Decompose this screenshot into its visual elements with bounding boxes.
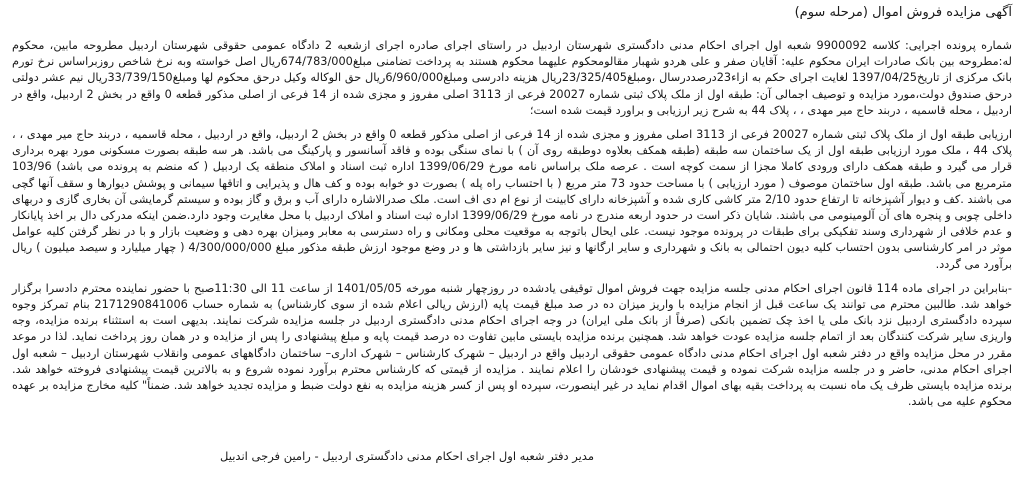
notice-title: آگهی مزایده فروش اموال (مرحله سوم) <box>794 5 1012 20</box>
property-appraisal-paragraph: ارزیابی طبقه اول از ملک پلاک ثبتی شماره 20027 فرعی از 3113 اصلی مفروز و مجزی شده از 14 فرعی از اصلی مذکور قطعه 0 واقع در بخش 2 اردبیل، واقع در اردبیل ، محله قاسمیه ، دربند حاج میر مهدی ، ، پلاک 44 ، ملک مورد ارزیابی طبقه اول از یک ساختمان سه طبقه (طبقه همکف بعلاوه دوطبقه روی آن ) با نمای سنگی بوده و فاقد آسانسور و پارکینگ می باشد. هر سه طبقه بصورت مسکونی مورد بهره برداری قرار می گیرد و طبقه همکف دارای ورودی کاملا مجزا از سمت کوچه است . عرصه ملک براساس نامه مورخ 1399/06/29 اداره ثبت اسناد و املاک منطقه یک اردبیل ( که منضم به پرونده می باشد) 103/96 مترمربع می باشد. طبقه اول ساختمان موصوف ( مورد ارزیابی ) با مساحت حدود 73 متر مربع ( با احتساب راه پله ) بصورت دو خوابه بوده و کف هال و پذیرایی و اتاقها سیمانی و پوشش دیوارها و سقف آنها گچی می باشند .کف و دیوار آشپزخانه تا ارتفاع حدود 2/10 متر کاشی کاری شده و آشپزخانه دارای کابینت از نوع ام دی اف است. ملک صدرالاشاره دارای آب و برق و گاز بوده و سیستم گرمایشی آن بخاری گازی و دربهای داخلی چوبی و پنجره های آن آلومینومی می باشند. شایان ذکر است در حدود اربعه مندرج در نامه مورخ 1399/06/29 اداره ثبت اسناد و املاک اردبیل با محل مغایرت وجود دارد.ضمن اینکه مدرکی دال بر اخذ پایانکار و عدم خلافی از شهرداری وسند تفکیکی برای طبقات در پرونده موجود نیست. علی ایحال باتوجه به موقعیت محلی ومکانی و راه دسترسی به معابر ومیزان بهره دهی و وضعیت بازار و با در نظر گرفتن کلیه عوامل موثر در امر کارشناسی بدون احتساب کلیه دیون احتمالی به بانک و شهرداری و سایر ارگانها و نیز سایر بازداشتی ها و در وضع موجود ارزش طبقه مذکور مبلغ 4/300/000/000 ( چهار میلیارد و سیصد میلیون ) ریال برآورد می گردد. <box>12 128 1013 271</box>
signature-line: مدیر دفتر شعبه اول اجرای احکام مدنی دادگستری اردبیل - رامین فرجی اندبیل <box>220 449 594 463</box>
auction-conditions-paragraph: -بنابراین در اجرای ماده 114 قانون اجرای احکام مدنی جلسه مزایده جهت فروش اموال توقیفی یادشده در روزچهار شنبه مورخه 1401/05/05 از ساعت 11 الی 11:30صبح با حضور نماینده محترم دادسرا برگزار خواهد شد. طالبین محترم می توانند یک ساعت قبل از انجام مزایده با واریز میزان ده در صد مبلغ قیمت پایه (ارزش ریالی اعلام شده از سوی کارشناس) به شماره حساب 2171290841006 بنام تمرکز وجوه سپرده دادگستری اردبیل نزد بانک ملی یا اخذ چک تضمین بانکی (صرفاً از بانک ملی ایران) در وجه اجرای احکام مدنی دادگستری اردبیل در جلسه مزایده شرکت نمایند. بدیهی است به استثناء برنده مزایده، وجه واریزی سایر شرکت کنندگان بعد از اتمام جلسه مزایده عودت خواهد شد. همچنین برنده مزایده بایستی مابین تفاوت ده درصد قیمت پایه و مبلغ پیشنهادی را پس از مزایده و در همان روز پرداخت نماید. لذا در موعد مقرر در محل مزایده واقع در دفتر شعبه اول اجرای احکام مدنی دادگاه عمومی حقوقی اردبیل واقع در اردبیل – شهرک کارشناس – شهرک اداری– ساختمان دادگاههای عمومی وانقلاب شهرستان اردبیل – شعبه اول اجرای احکام مدنی، حاضر و در جلسه مزایده شرکت نموده و قیمت پیشنهادی خودشان را اعلام نمایند . مزایده از قیمتی که کارشناس محترم برآورد نموده شروع و به بالاترین قیمت پیشنهادی فروخته خواهد شد. برنده مزایده بایستی ظرف یک ماه نسبت به پرداخت بقیه بهای اموال اقدام نماید در غیر اینصورت، سپرده او پس از کسر هزینه مزایده به نفع دولت ضبط و مزایده تجدید خواهد شد. ضمناً" کلیه مخارج مزایده بر عهده محکوم علیه می باشد. <box>12 281 1012 409</box>
case-details-paragraph: شماره پرونده اجرایی: کلاسه 9900092 شعبه اول اجرای احکام مدنی دادگستری شهرستان اردبیل در راستای اجرای صادره اجرای ازشعبه 2 دادگاه عمومی حقوقی شهرستان اردبیل مطروحه مابین، محکوم له:مطروحه بین بانک صادرات ایران محکوم علیه: آقایان صفر و علی هردو شهبار مقالومحکوم علیهما محکوم هستند به پرداخت تضامنی مبلغ674/783/000ریال اصل خواسته وبه نرخ شاخص روزبراساس نرخ تورم بانک مرکزی از تاریخ1397/04/25 لغایت اجرای حکم به ازاء23درصددرسال ،ومبلغ23/325/405ریال هزینه دادرسی ومبلغ6/960/000ریال حق الوکاله وکیل درحق محکوم لها ومبلغ33/739/150ریال نیم عشر دولتی درحق صندوق دولت،مورد مزایده و توصیف اجمالی آن: طبقه اول از ملک پلاک ثبتی شماره 20027 فرعی از 3113 اصلی مفروز و مجزی شده از 14 فرعی از اصلی مذکور قطعه 0 واقع در بخش 2 اردبیل، واقع در اردبیل ، محله قاسمیه ، دربند حاج میر مهدی ، ، پلاک 44 به شرح زیر ارزیابی و براورد قیمت شده است؛ <box>12 39 1013 117</box>
